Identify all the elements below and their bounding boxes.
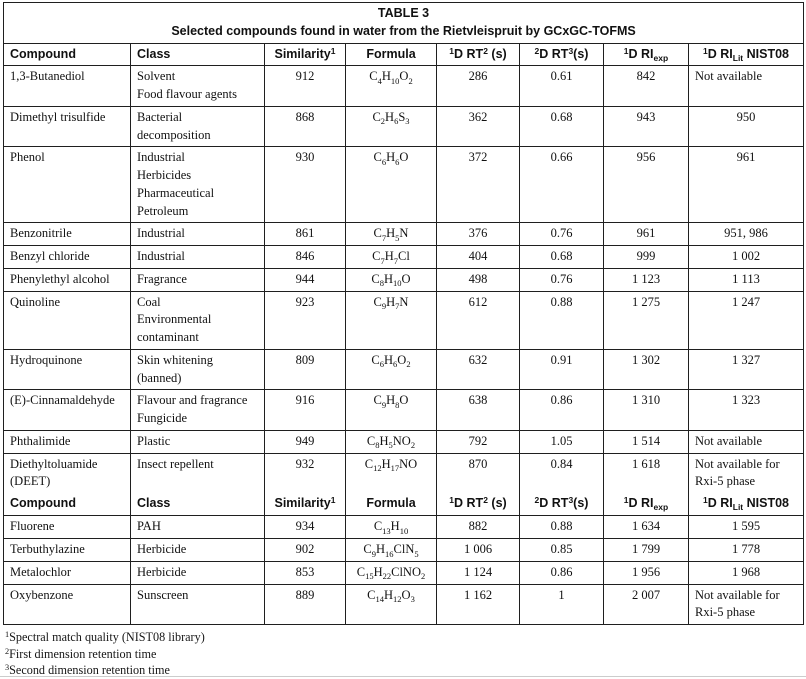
cell-ri_exp: 1 302 xyxy=(604,349,689,390)
cell-ri_exp: 1 634 xyxy=(604,516,689,539)
table-row xyxy=(4,106,804,147)
cell-data: Diethyltoluamide (DEET) xyxy=(10,456,98,489)
cell-similarity: 846 xyxy=(265,246,346,269)
repeated-column-header-class: Class xyxy=(137,495,171,510)
cell-similarity: 934 xyxy=(265,516,346,539)
cell-class: Plastic xyxy=(131,430,265,453)
cell-compound: Benzonitrile xyxy=(4,223,131,246)
cell-ri_lit: Not available xyxy=(689,66,804,107)
cell-formula: $C_9H_7N$ xyxy=(346,291,437,349)
cell-compound: (E)-Cinnamaldehyde xyxy=(4,390,131,431)
cell-ri_exp: 943 xyxy=(604,106,689,147)
cell-ri_exp xyxy=(604,453,689,516)
cell-similarity: 912 xyxy=(265,66,346,107)
table-row xyxy=(4,539,804,562)
repeated-column-header-rt1: $^1$D $RT^2$ (s) xyxy=(449,494,507,510)
cell-ri_exp: 842 xyxy=(604,66,689,107)
cell-similarity: 949 xyxy=(265,430,346,453)
cell-ri_exp: 999 xyxy=(604,246,689,269)
cell-formula: $C_{14}H_{12}O_3$ xyxy=(346,584,437,625)
table-row xyxy=(4,66,804,107)
cell-compound: Benzyl chloride xyxy=(4,246,131,269)
cell-formula: $C_8H_5NO_2$ xyxy=(346,430,437,453)
cell-rt1: 372 xyxy=(437,147,520,223)
cell-similarity: 930 xyxy=(265,147,346,223)
table-number: TABLE 3 xyxy=(377,6,430,20)
column-header-rt1: $^1$D $RT^2$ (s) xyxy=(437,43,520,66)
cell-class xyxy=(131,453,265,516)
cell-ri_exp: 1 956 xyxy=(604,561,689,584)
cell-formula: $C_7H_7Cl$ xyxy=(346,246,437,269)
column-header-ri_lit: $^1$D $RI_{Lit}$ NIST08 xyxy=(689,43,804,66)
cell-rt2: 0.76 xyxy=(520,223,604,246)
cell-data: 1 618 xyxy=(631,456,661,471)
table-row xyxy=(4,430,804,453)
cell-ri_lit: 1 968 xyxy=(689,561,804,584)
cell-similarity: 902 xyxy=(265,539,346,562)
cell-similarity: 923 xyxy=(265,291,346,349)
cell-ri_exp: 961 xyxy=(604,223,689,246)
cell-compound: Quinoline xyxy=(4,291,131,349)
repeated-column-header-compound: Compound xyxy=(10,495,76,510)
cell-rt2 xyxy=(520,453,604,516)
cell-formula: $C_6H_6O_2$ xyxy=(346,349,437,390)
cell-rt1: 612 xyxy=(437,291,520,349)
cell-class: Herbicide xyxy=(131,561,265,584)
cell-rt1: 1 124 xyxy=(437,561,520,584)
cell-ri_exp: 1 123 xyxy=(604,268,689,291)
table-row xyxy=(4,223,804,246)
cell-similarity: 916 xyxy=(265,390,346,431)
footnote: $^3$Second dimension retention time xyxy=(5,663,170,678)
cell-rt1: 362 xyxy=(437,106,520,147)
cell-class: Industrial Herbicides Pharmaceutical Petroleum xyxy=(131,147,265,223)
cell-data: 870 xyxy=(468,456,488,471)
cell-compound: Oxybenzone xyxy=(4,584,131,625)
cell-rt2: 0.86 xyxy=(520,561,604,584)
repeated-column-header-similarity: Similarity$^1$ xyxy=(274,494,336,510)
cell-formula: $C_6H_6O$ xyxy=(346,147,437,223)
table-title-block xyxy=(4,3,804,44)
cell-class: Industrial xyxy=(131,246,265,269)
table-row xyxy=(4,453,804,516)
column-header-ri_exp: $^1$D $RI_{exp}$ xyxy=(604,43,689,66)
column-header-class: Class xyxy=(131,43,265,66)
cell-data: 0.84 xyxy=(550,456,573,471)
cell-compound: Hydroquinone xyxy=(4,349,131,390)
cell-rt1: 376 xyxy=(437,223,520,246)
column-header-similarity: Similarity$^1$ xyxy=(265,43,346,66)
cell-ri_lit: 1 595 xyxy=(689,516,804,539)
cell-similarity: 868 xyxy=(265,106,346,147)
cell-class: Sunscreen xyxy=(131,584,265,625)
cell-formula: $C_{15}H_{22}ClNO_2$ xyxy=(346,561,437,584)
cell-compound: Phthalimide xyxy=(4,430,131,453)
cell-rt1 xyxy=(437,453,520,516)
repeated-column-header-ri_lit: $^1$D $RI_{Lit}$ NIST08 xyxy=(703,494,789,513)
cell-rt1: 498 xyxy=(437,268,520,291)
cell-compound: Fluorene xyxy=(4,516,131,539)
cell-compound: Phenylethyl alcohol xyxy=(4,268,131,291)
cell-rt2: 1 xyxy=(520,584,604,625)
footnote: $^1$Spectral match quality (NIST08 library) xyxy=(5,630,205,644)
cell-ri_lit: 1 113 xyxy=(689,268,804,291)
cell-ri_exp: 1 310 xyxy=(604,390,689,431)
cell-similarity: 944 xyxy=(265,268,346,291)
cell-rt2: 0.66 xyxy=(520,147,604,223)
cell-formula: $C_{13}H_{10}$ xyxy=(346,516,437,539)
cell-rt1: 792 xyxy=(437,430,520,453)
cell-rt1: 638 xyxy=(437,390,520,431)
cell-similarity: 889 xyxy=(265,584,346,625)
cell-rt1: 1 162 xyxy=(437,584,520,625)
cell-class: Industrial xyxy=(131,223,265,246)
cell-ri_exp: 2 007 xyxy=(604,584,689,625)
table-title: Selected compounds found in water from the Rietvleispruit by GCxGC-TOFMS xyxy=(171,23,636,38)
cell-similarity: 853 xyxy=(265,561,346,584)
repeated-column-header-ri_exp: $^1$D $RI_{exp}$ xyxy=(623,494,669,513)
cell-ri_lit: 961 xyxy=(689,147,804,223)
cell-rt2: 0.68 xyxy=(520,246,604,269)
cell-formula: $C_8H_{10}O$ xyxy=(346,268,437,291)
cell-ri_exp: 1 514 xyxy=(604,430,689,453)
cell-formula xyxy=(346,453,437,516)
page-bottom-rule xyxy=(0,676,806,677)
table-row xyxy=(4,147,804,223)
cell-class: Bacterial decomposition xyxy=(131,106,265,147)
footnote: $^2$First dimension retention time xyxy=(5,646,157,661)
cell-rt1: 286 xyxy=(437,66,520,107)
cell-similarity xyxy=(265,453,346,516)
cell-rt1: 1 006 xyxy=(437,539,520,562)
cell-compound xyxy=(4,453,131,516)
cell-ri_lit: 1 327 xyxy=(689,349,804,390)
cell-rt2: 0.88 xyxy=(520,291,604,349)
table-row xyxy=(4,291,804,349)
cell-ri_lit: 1 002 xyxy=(689,246,804,269)
cell-ri_exp: 956 xyxy=(604,147,689,223)
cell-ri_lit: 1 247 xyxy=(689,291,804,349)
footnotes xyxy=(3,625,803,679)
cell-rt2: 0.68 xyxy=(520,106,604,147)
table-row xyxy=(4,349,804,390)
table-body xyxy=(4,66,804,625)
cell-similarity: 861 xyxy=(265,223,346,246)
cell-ri_lit: 951, 986 xyxy=(689,223,804,246)
cell-class: Herbicide xyxy=(131,539,265,562)
repeated-column-header-rt2: $^2$D $RT^3(s)$ xyxy=(534,494,589,510)
cell-formula: $C_2H_6S_3$ xyxy=(346,106,437,147)
cell-data: 932 xyxy=(295,456,315,471)
table-title-row xyxy=(4,3,804,44)
table-row xyxy=(4,584,804,625)
cell-rt2: 0.91 xyxy=(520,349,604,390)
cell-ri_exp: 1 275 xyxy=(604,291,689,349)
cell-ri_exp: 1 799 xyxy=(604,539,689,562)
cell-formula: $C_7H_5N$ xyxy=(346,223,437,246)
cell-compound: Metalochlor xyxy=(4,561,131,584)
cell-formula: $C_9H_{16}ClN_5$ xyxy=(346,539,437,562)
cell-ri_lit: 950 xyxy=(689,106,804,147)
cell-similarity: 809 xyxy=(265,349,346,390)
cell-rt2: 1.05 xyxy=(520,430,604,453)
cell-rt1: 404 xyxy=(437,246,520,269)
cell-ri_lit: 1 778 xyxy=(689,539,804,562)
cell-ri_lit xyxy=(689,453,804,516)
cell-class: Flavour and fragrance Fungicide xyxy=(131,390,265,431)
column-header-compound: Compound xyxy=(4,43,131,66)
cell-data: Not available for Rxi-5 phase xyxy=(695,456,780,489)
cell-formula: $C_4H_{10}O_2$ xyxy=(346,66,437,107)
table-row xyxy=(4,246,804,269)
cell-ri_lit: Not available for Rxi-5 phase xyxy=(689,584,804,625)
cell-compound: Phenol xyxy=(4,147,131,223)
cell-class: Fragrance xyxy=(131,268,265,291)
table-row xyxy=(4,268,804,291)
cell-compound: 1,3-Butanediol xyxy=(4,66,131,107)
cell-compound: Dimethyl trisulfide xyxy=(4,106,131,147)
cell-class: Skin whitening (banned) xyxy=(131,349,265,390)
cell-rt2: 0.88 xyxy=(520,516,604,539)
cell-ri_lit: Not available xyxy=(689,430,804,453)
table-row xyxy=(4,390,804,431)
column-header-row xyxy=(4,43,804,66)
cell-data: $C_{12}H_{17}NO$ xyxy=(364,456,418,474)
cell-formula: $C_9H_8O$ xyxy=(346,390,437,431)
cell-class: PAH xyxy=(131,516,265,539)
cell-rt2: 0.86 xyxy=(520,390,604,431)
cell-rt2: 0.76 xyxy=(520,268,604,291)
cell-compound: Terbuthylazine xyxy=(4,539,131,562)
cell-rt1: 882 xyxy=(437,516,520,539)
table-row xyxy=(4,561,804,584)
table-row xyxy=(4,516,804,539)
cell-class: Solvent Food flavour agents xyxy=(131,66,265,107)
compounds-table xyxy=(3,2,804,625)
column-header-rt2: $^2$D $RT^3(s)$ xyxy=(520,43,604,66)
cell-ri_lit: 1 323 xyxy=(689,390,804,431)
cell-rt1: 632 xyxy=(437,349,520,390)
cell-data: Insect repellent xyxy=(137,456,214,471)
cell-rt2: 0.61 xyxy=(520,66,604,107)
cell-rt2: 0.85 xyxy=(520,539,604,562)
column-header-formula: Formula xyxy=(346,43,437,66)
repeated-column-header-formula: Formula xyxy=(366,495,416,510)
cell-class: Coal Environmental contaminant xyxy=(131,291,265,349)
